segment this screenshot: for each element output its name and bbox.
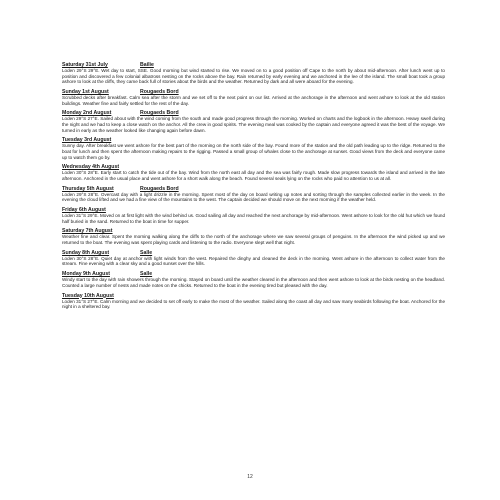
entry-date: Friday 6th August <box>62 207 106 214</box>
entry-text: Loden 29°S 28°E. Overcast day with a light drizzle in the morning. Spent most of the day on board writing up notes and sorting through the samples collected earlier in the week. In the evening the cloud lifted and we had a fine view of the mountains to the west. The captain decided we should move on the next morning if the weather held. <box>62 191 445 203</box>
page-number: 12 <box>247 474 253 480</box>
entry-date: Thursday 5th August <box>62 185 114 192</box>
entry-text: Loden 30°S 28°E. Early start to catch the tide out of the bay. Wind from the north east all day and the sea was fairly rough. Made slow progress towards the island and arrived in the late afternoon. Anchored in the usual place and went ashore for a short walk along the beach. Found several seals lying on the rocks who paid no attention to us at all. <box>62 170 445 181</box>
entry-date: Tuesday 10th August <box>62 292 114 299</box>
entry-place: Bailie <box>140 62 154 68</box>
entry-place: Rougaeds Bord <box>140 110 179 117</box>
entry-text: Loden 30°S 28°E. Quiet day at anchor with light winds from the west. Repaired the dinghy and cleaned the deck in the morning. Went ashore in the afternoon to collect water from the stream. Fine evening with a clear sky and a good sunset over the hills. <box>62 255 445 267</box>
diary-entry <box>62 250 445 267</box>
entry-text: Sunny day. After breakfast we went ashore for the best part of the morning on the north side of the bay. Found more of the station and the old path leading up to the ridge. Returned to the boat for lunch and then spent the afternoon making repairs to the rigging. Passed a small group of whales close to the anchorage at sunset. Good views from the deck and everyone came up to watch them go by. <box>62 143 445 160</box>
entry-text: Loden 29°S 29°E. Wet day to start, SSE. Good morning but wind started to rise. We moved on to a good position off Cape to the north by about mid-afternoon. After lunch went up to position and discovered a few colonial albatross nesting on the rocks above the bay. Rain returned by early evening and we anchored in the lee of the island. The small boat took a group ashore to look at the cliffs, they came back full of stories about the birds and the weather. Returned by dark and all were aboard for the evening. <box>62 68 445 85</box>
entry-text: Loden 31°S 27°E. Calm morning and we decided to set off early to make the most of the weather. Sailed along the coast all day and saw many seabirds following the boat. Anchored for the night in a sheltered bay. <box>62 298 445 310</box>
document-page <box>62 62 445 472</box>
entry-date: Saturday 31st July <box>62 62 108 68</box>
entry-date: Monday 2nd August <box>62 110 112 117</box>
entry-text: Weather fine and clear. Spent the morning walking along the cliffs to the north of the anchorage where we saw several groups of penguins. In the afternoon the wind picked up and we returned to the boat. The evening was spent playing cards and listening to the radio. Everyone slept well that night. <box>62 234 445 245</box>
entry-text: Scrubbed decks after breakfast. Calm sea after the storm and we set off to the next point on our list. Arrived at the anchorage in the afternoon and went ashore to look at the old station buildings. Weather fine and fairly settled for the rest of the day. <box>62 94 445 106</box>
entry-date: Wednesday 4th August <box>62 164 120 171</box>
entry-heading <box>62 293 445 299</box>
entry-place: Salle <box>140 271 153 278</box>
entry-text: Loden 29°S 27°E. Sailed about with the wind coming from the south and made good progress through the morning. Worked on charts and the logbook in the afternoon. Heavy swell during the night and we had to keep a close watch on the anchor. All the crew in good spirits. The evening meal was cooked by the captain and everyone agreed it was the best of the voyage. We turned in early as the weather looked like changing again before dawn. <box>62 116 445 133</box>
entry-date: Monday 9th August <box>62 271 110 278</box>
entry-text: Windy start to the day with rain showers through the morning. Stayed on board until the weather cleared in the afternoon and then went ashore to look at the birds nesting on the headland. Counted a large number of nests and made notes on the chicks. Returned to the boat in the evening tired but pleased with the day. <box>62 277 445 288</box>
diary-entry <box>62 293 445 310</box>
entry-place: Rougaeds Bord <box>140 88 179 95</box>
diary-entry <box>62 110 445 133</box>
entry-text: Loden 31°S 29°E. Moved on at first light with the wind behind us. Good sailing all day and reached the next anchorage by mid-afternoon. Went ashore to look for the old hut which we found half buried in the sand. Returned to the boat in time for supper. <box>62 213 445 224</box>
diary-entry <box>62 89 445 106</box>
diary-entry <box>62 228 445 245</box>
diary-entry <box>62 62 445 85</box>
diary-entry <box>62 207 445 224</box>
entry-date: Saturday 7th August <box>62 228 113 235</box>
entry-place: Rougaeds Bord <box>140 185 179 192</box>
entry-date: Sunday 1st August <box>62 88 109 95</box>
diary-entry <box>62 186 445 203</box>
diary-entry <box>62 164 445 181</box>
entry-place: Salle <box>140 249 153 256</box>
entry-date: Tuesday 3rd August <box>62 137 112 144</box>
diary-entry <box>62 137 445 160</box>
entry-place <box>140 293 445 299</box>
diary-entry <box>62 271 445 288</box>
entry-heading <box>62 250 445 256</box>
entry-heading <box>62 186 445 192</box>
entry-date: Sunday 8th August <box>62 249 110 256</box>
